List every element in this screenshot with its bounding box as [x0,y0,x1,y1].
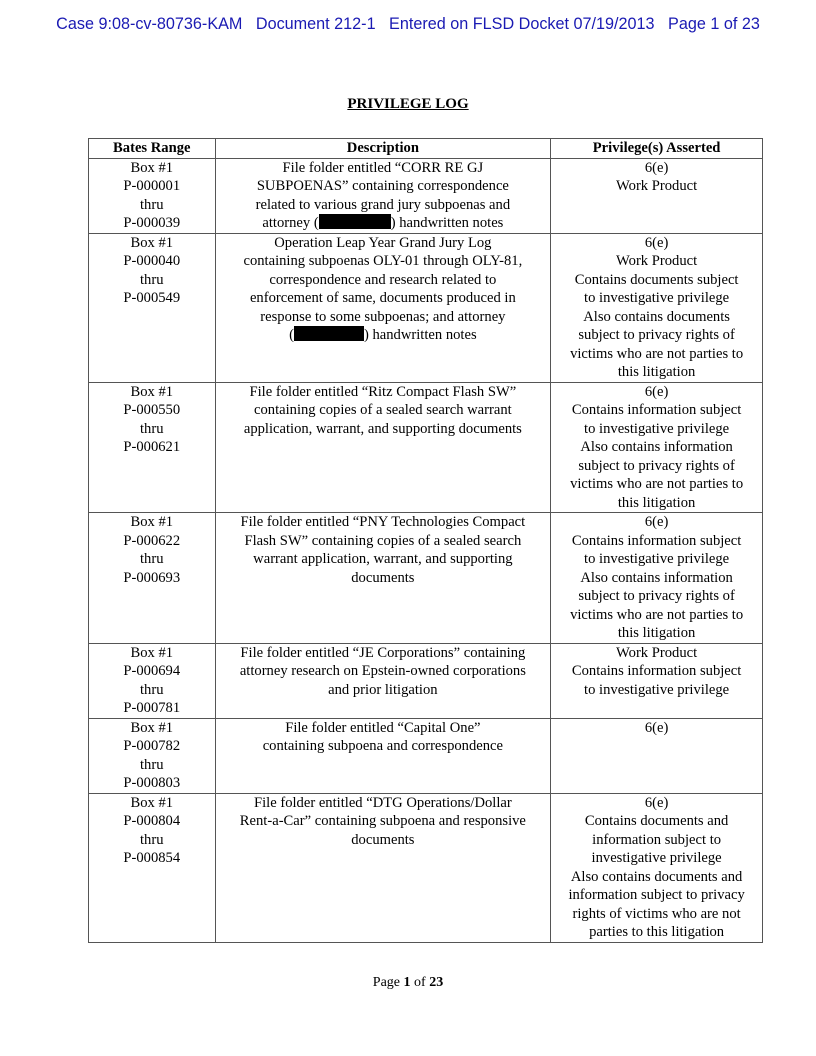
bates-range-cell-line: P-000781 [123,700,181,716]
description-cell [215,513,551,644]
privilege-cell-line: this litigation [617,494,696,511]
column-header-bates: Bates Range [89,139,216,159]
bates-range-cell-line: thru [140,756,164,773]
description-cell-line: containing subpoenas OLY-01 through OLY-81, [243,253,523,269]
privilege-cell-line: 6(e) [644,514,669,530]
table-row [89,643,763,718]
description-cell-line: and prior litigation [328,681,438,698]
description-cell-line: related to various grand jury subpoenas and [255,196,511,213]
bates-range-cell-line: Box #1 [130,719,174,736]
table-header-row [89,139,763,159]
bates-range-cell-line: P-000854 [123,850,181,866]
bates-range-cell-line: P-000693 [123,569,181,586]
privilege-cell-line: Work Product [616,253,698,269]
bates-range-cell-line: thru [140,420,164,437]
bates-range-cell [89,643,216,718]
description-cell [215,233,551,382]
bates-range-cell-line: Box #1 [130,644,174,661]
privilege-cell-line: information subject to privacy [568,887,745,903]
description-cell-line: File folder entitled “Ritz Compact Flash SW” [249,383,517,400]
description-cell-line: attorney research on Epstein-owned corporations [239,663,526,679]
bates-range-cell [89,793,216,942]
description-cell-line: SUBPOENAS” containing correspondence [256,178,509,194]
description-cell-line [218,214,549,233]
bates-range-cell-line: thru [140,271,164,288]
table-body [89,158,763,942]
description-cell-line [218,326,549,345]
privilege-cell [551,513,763,644]
bates-range-cell-line: Box #1 [130,794,174,811]
privilege-cell-line: investigative privilege [591,850,722,866]
privilege-cell-line: Also contains documents [583,308,730,325]
bates-range-cell-line: Box #1 [130,234,174,251]
description-text: ) handwritten notes [390,215,504,231]
privilege-cell-line: subject to privacy rights of [578,327,735,343]
privilege-cell [551,233,763,382]
privilege-cell-line: information subject to [592,831,722,848]
privilege-cell-line: to investigative privilege [584,290,730,306]
privilege-cell [551,382,763,513]
privilege-cell-line: rights of victims who are not [572,905,741,922]
privilege-cell-line: subject to privacy rights of [578,457,735,474]
privilege-cell-line: victims who are not parties to [570,345,744,362]
bates-range-cell-line: thru [140,196,164,213]
privilege-cell-line: Work Product [616,644,698,661]
description-text: ) handwritten notes [363,327,477,343]
privilege-cell-line: 6(e) [644,794,669,811]
description-cell-line: File folder entitled “CORR RE GJ [282,159,484,176]
description-cell-line: File folder entitled “Capital One” [285,719,481,736]
privilege-cell-line: Also contains information [580,439,733,455]
privilege-cell [551,793,763,942]
bates-range-cell-line: Box #1 [130,159,174,176]
table-row [89,382,763,513]
table-row [89,158,763,233]
privilege-cell-line: Contains documents subject [574,271,739,288]
footer-page-current: 1 [403,975,411,990]
privilege-cell-line: victims who are not parties to [570,606,744,623]
description-cell-line: documents [351,831,415,848]
footer-prefix: Page [372,975,404,990]
docket-header: Case 9:08-cv-80736-KAM Document 212-1 Entered on FLSD Docket 07/19/2013 Page 1 of 23 [56,15,760,33]
description-cell-line: containing copies of a sealed search warrant [254,402,512,418]
description-cell-line: Flash SW” containing copies of a sealed search [244,532,522,549]
table-row [89,793,763,942]
privilege-cell-line: Contains information subject [571,663,742,679]
privilege-cell-line: this litigation [617,364,696,380]
privilege-log-table [88,138,763,943]
bates-range-cell [89,382,216,513]
bates-range-cell-line: thru [140,681,164,698]
bates-range-cell-line: P-000782 [123,738,181,754]
bates-range-cell-line: P-000622 [123,532,181,549]
redaction-box [294,326,364,341]
description-cell-line: correspondence and research related to [269,271,497,288]
bates-range-cell-line: thru [140,551,164,567]
privilege-cell-line: this litigation [617,625,696,641]
bates-range-cell-line: P-000001 [123,178,181,194]
description-cell-line: Operation Leap Year Grand Jury Log [274,234,492,251]
description-cell-line: File folder entitled “PNY Technologies Compact [240,514,526,530]
table-row [89,233,763,382]
description-cell-line: documents [351,569,415,586]
privilege-cell-line: to investigative privilege [584,551,730,567]
description-cell-line: File folder entitled “DTG Operations/Dollar [253,794,512,811]
redaction-box [319,214,391,229]
privilege-cell-line: parties to this litigation [589,924,725,940]
bates-range-cell-line: P-000804 [123,813,181,829]
privilege-cell [551,718,763,793]
page-footer [0,975,816,991]
description-cell-line: application, warrant, and supporting documents [243,420,522,437]
privilege-cell-line: Also contains documents and [570,868,743,885]
privilege-cell-line: 6(e) [644,234,669,251]
description-cell-line: warrant application, warrant, and supporting [253,551,513,567]
privilege-cell-line: 6(e) [644,159,669,176]
privilege-cell-line: Contains documents and [584,813,729,829]
privilege-cell-line: 6(e) [644,383,669,400]
description-cell [215,718,551,793]
column-header-description: Description [215,139,551,159]
privilege-cell [551,158,763,233]
description-text: ( [289,327,294,343]
bates-range-cell-line: P-000694 [123,663,181,679]
privilege-cell [551,643,763,718]
column-header-privilege: Privilege(s) Asserted [551,139,763,159]
bates-range-cell-line: Box #1 [130,514,174,530]
table-row [89,513,763,644]
description-cell-line: containing subpoena and correspondence [262,738,504,754]
table-row [89,718,763,793]
privilege-cell-line: subject to privacy rights of [578,588,735,604]
description-cell [215,793,551,942]
footer-middle: of [410,975,430,990]
bates-range-cell-line: P-000621 [123,439,181,455]
privilege-cell-line: victims who are not parties to [570,476,744,492]
description-cell-line: enforcement of same, documents produced in [249,290,516,306]
bates-range-cell [89,718,216,793]
bates-range-cell-line: P-000803 [123,775,181,791]
privilege-cell-line: to investigative privilege [584,681,730,698]
privilege-cell-line: Contains information subject [571,402,742,418]
bates-range-cell-line: thru [140,831,164,848]
bates-range-cell [89,513,216,644]
page-title: PRIVILEGE LOG [347,96,469,112]
privilege-cell-line: Work Product [616,178,698,194]
description-cell-line: Rent-a-Car” containing subpoena and responsive [239,813,526,829]
bates-range-cell-line: Box #1 [130,383,174,400]
description-cell-line: File folder entitled “JE Corporations” containing [240,644,526,661]
description-cell [215,158,551,233]
bates-range-cell-line: P-000550 [123,402,181,418]
description-cell-line: response to some subpoenas; and attorney [260,308,506,325]
bates-range-cell [89,158,216,233]
privilege-cell-line: Contains information subject [571,532,742,549]
bates-range-cell [89,233,216,382]
description-cell [215,643,551,718]
description-text: attorney ( [262,215,319,231]
privilege-cell-line: 6(e) [644,719,669,736]
bates-range-cell-line: P-000040 [123,253,181,269]
privilege-cell-line: Also contains information [580,569,733,586]
description-cell [215,382,551,513]
footer-page-total: 23 [429,975,444,990]
bates-range-cell-line: P-000039 [123,215,181,231]
privilege-cell-line: to investigative privilege [584,420,730,437]
bates-range-cell-line: P-000549 [123,290,181,306]
